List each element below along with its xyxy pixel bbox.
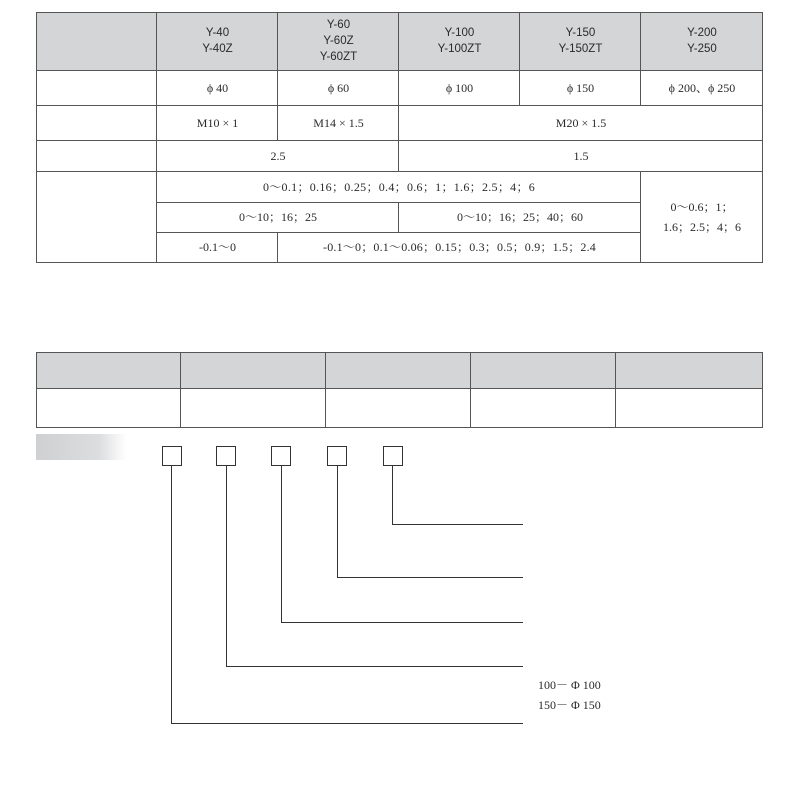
t1-line-v3d	[398, 202, 399, 232]
dial-code-note-100: 100－ Φ 100	[538, 678, 601, 692]
accuracy-1: 2.5	[270, 148, 286, 163]
t1-line-h3	[36, 140, 763, 141]
code-box-1	[162, 446, 182, 466]
t1-line-top	[36, 12, 763, 13]
t1-line-v2b	[277, 232, 278, 263]
dial-code-note-150: 150－ Φ 150	[538, 698, 601, 712]
header-blank-cell	[36, 12, 157, 70]
dial-size-3: ϕ 100	[445, 80, 474, 95]
code-box-3	[271, 446, 291, 466]
thread-2: M14 × 1.5	[313, 115, 364, 130]
t1-line-v4	[519, 12, 520, 105]
dial-size-5: ϕ 200、ϕ 250	[668, 80, 736, 95]
range-row-c-left: -0.1～0	[199, 240, 236, 254]
thread-3: M20 × 1.5	[555, 115, 607, 130]
t1-line-v5a	[640, 12, 641, 105]
t1-line-v3a	[398, 12, 399, 105]
model-header-2: Y-60 Y-60Z Y-60ZT	[278, 12, 399, 70]
t2-header-5	[616, 352, 763, 388]
t2-line-v2	[325, 352, 326, 428]
model-header-4: Y-150 Y-150ZT	[520, 12, 641, 70]
t2-header-2	[181, 352, 326, 388]
t2-line-v3	[470, 352, 471, 428]
t2-header-1	[36, 352, 181, 388]
accuracy-2: 1.5	[573, 148, 589, 163]
leader-4-horizontal	[337, 577, 523, 578]
dial-size-1: ϕ 40	[206, 80, 229, 95]
range-row-b-right: 0～10；16；25；40；60	[456, 210, 583, 224]
t2-line-v1	[180, 352, 181, 428]
t1-line-h1	[36, 70, 763, 71]
t1-line-v5b	[640, 171, 641, 263]
code-box-5	[383, 446, 403, 466]
leader-3-horizontal	[281, 622, 523, 623]
range-row-a: 0～0.1；0.16；0.25；0.4；0.6；1；1.6；2.5；4；6	[262, 179, 536, 194]
t2-line-v0	[36, 352, 37, 428]
t2-header-4	[471, 352, 616, 388]
leader-5-vertical	[392, 466, 393, 525]
t1-line-bottom	[36, 262, 763, 263]
leader-2-horizontal	[226, 666, 523, 667]
t1-line-v1	[156, 12, 157, 263]
t1-line-left	[36, 12, 37, 263]
dial-size-4: ϕ 150	[566, 80, 595, 95]
thread-1: M10 × 1	[196, 115, 239, 130]
leader-3-vertical	[281, 466, 282, 623]
leader-5-horizontal	[392, 524, 523, 525]
t1-line-h2	[36, 105, 763, 106]
range-row-c-right: -0.1～0；0.1～0.06；0.15；0.3；0.5；0.9；1.5；2.4	[323, 240, 596, 254]
model-header-1: Y-40 Y-40Z	[157, 12, 278, 70]
t2-line-mid	[36, 388, 763, 389]
range-right-column: 0～0.6；1； 1.6；2.5；4；6	[662, 199, 741, 234]
t2-header-3	[326, 352, 471, 388]
leader-2-vertical	[226, 466, 227, 667]
model-header-3: Y-100 Y-100ZT	[399, 12, 520, 70]
t2-line-v4	[615, 352, 616, 428]
leader-1-vertical	[171, 466, 172, 724]
t1-line-h6	[157, 232, 641, 233]
t1-line-h5	[157, 202, 641, 203]
leader-4-vertical	[337, 466, 338, 578]
code-box-2	[216, 446, 236, 466]
leader-1-horizontal	[171, 723, 523, 724]
t1-line-v2a	[277, 12, 278, 140]
t2-line-top	[36, 352, 763, 353]
t2-line-v5	[762, 352, 763, 428]
t2-line-bottom	[36, 427, 763, 428]
t1-line-h4	[36, 171, 763, 172]
range-row-b-left: 0～10；16；25	[238, 210, 317, 224]
section-label-bar	[36, 434, 126, 460]
t1-line-v3b	[398, 105, 399, 140]
code-box-4	[327, 446, 347, 466]
t1-line-v3c	[398, 140, 399, 171]
model-header-5: Y-200 Y-250	[641, 12, 763, 70]
dial-size-2: ϕ 60	[327, 80, 350, 95]
t1-line-right	[762, 12, 763, 263]
